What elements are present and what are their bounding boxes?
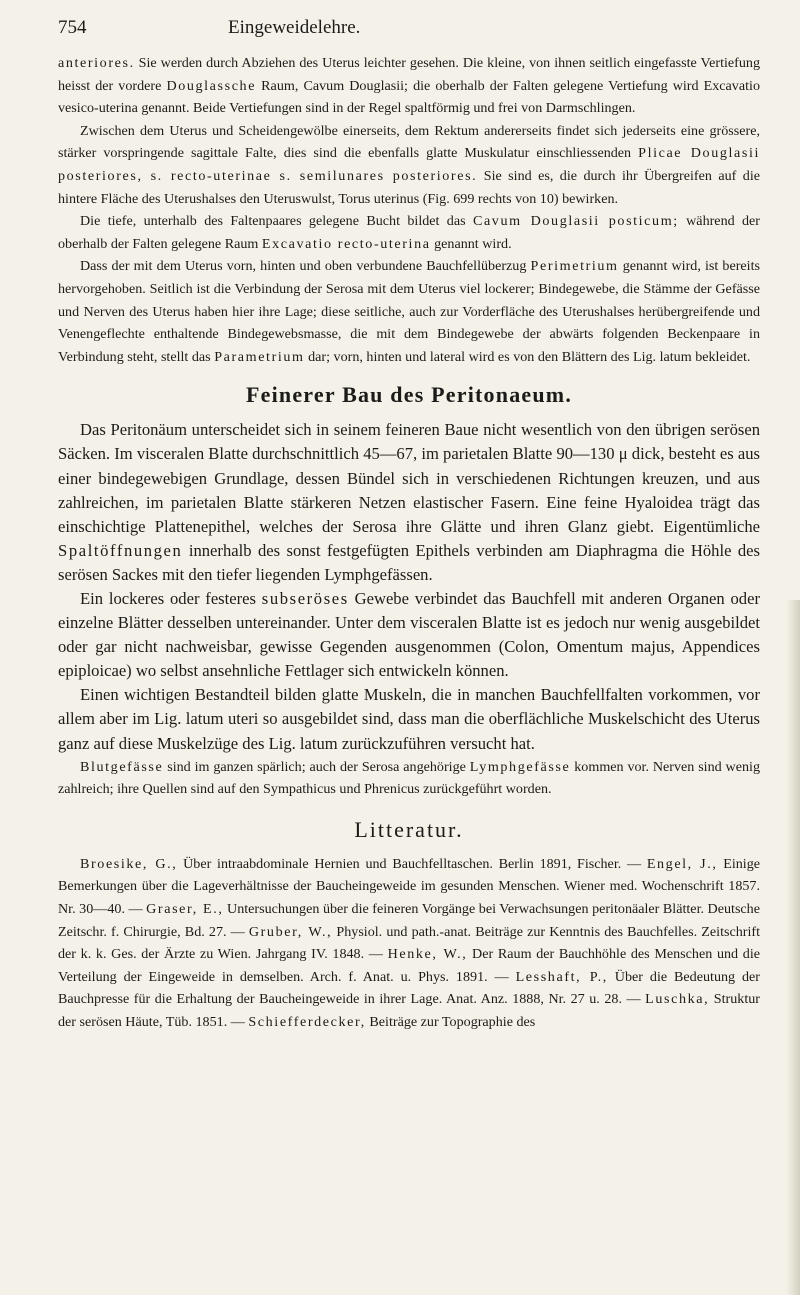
paragraph: Zwischen dem Uterus und Scheidengewölbe einerseits, dem Rektum andererseits findet sich jederseits eine grössere, stärker vorspringende sagittale Falte, dies sind die ebenfalls glatte Muskulatur einschliessenden Plicae Douglasii posteriores, s. recto-uterinae s. semilunares posteriores. Sie sind es, die durch ihr Übergreifen auf die hintere Fläche des Uterushalses den Uteruswulst, Torus uterinus (Fig. 699 rechts von 10) bewirken. [58, 122, 760, 207]
section-text-small [58, 756, 760, 801]
intro-text [58, 52, 760, 368]
running-title: Eingeweidelehre. [228, 17, 361, 38]
paragraph: Ein lockeres oder festeres subseröses Gewebe verbindet das Bauchfell mit anderen Organen oder einzelne Blätter desselben untereinander. Unter dem visceralen Blatte ist es jedoch nur wenig ausgebildet oder gar nicht nachweisbar, gewisse Gegenden ausgenommen (Colon, Omentum majus, Appendices epiploicae) wo selbst ansehnliche Fettlager sich entwickeln können. [58, 588, 760, 681]
section-heading: Feinerer Bau des Peritonaeum. [245, 382, 573, 408]
paragraph: Dass der mit dem Uterus vorn, hinten und oben verbundene Bauchfellüberzug Perimetrium genannt wird, ist bereits hervorgehoben. Seitlich ist die Verbindung der Serosa mit dem Uterus viel lockerer; Bindegewebe, die Stämme der Gefässe und Nerven des Uterus haben hier ihre Lage; diese seitliche, auch zur Vorderfläche des Uterushalses herübergreifende und Venengeflechte enthaltende Bindegewebsmasse, die mit dem Bindegewebe der abwärts folgenden Beckenpaare in Verbindung steht, stellt das Parametrium dar; vorn, hinten und lateral wird es von den Blättern des Lig. latum bekleidet. [58, 258, 760, 365]
paragraph: Blutgefässe sind im ganzen spärlich; auch der Serosa angehörige Lymphgefässe kommen vor. Nerven sind wenig zahlreich; ihre Quellen sind auf den Sympathicus und Phrenicus zurückgeführt worden. [58, 758, 760, 798]
literature-heading: Litteratur. [354, 816, 464, 842]
paragraph: anteriores. Sie werden durch Abziehen des Uterus leichter gesehen. Die kleine, von ihnen seitlich eingefasste Vertiefung heisst der vordere Douglassche Raum, Cavum Douglasii; die oberhalb der Falten gelegene Vertiefung wird Excavatio vesico-uterina genannt. Beide Vertiefungen sind in der Regel spaltförmig und frei von Darmschlingen. [58, 55, 760, 117]
paragraph: Einen wichtigen Bestandteil bilden glatte Muskeln, die in manchen Bauchfellfalten vorkommen, vor allem aber im Lig. latum uteri so ausgebildet sind, dass man die oberflächliche Muskelschicht des Uterus ganz auf diese Muskelzüge des Lig. latum zurückzuführen versucht hat. [58, 685, 760, 753]
page-number: 754 [58, 17, 87, 38]
book-page [58, 18, 760, 1278]
running-head [58, 18, 760, 52]
paragraph: Die tiefe, unterhalb des Faltenpaares gelegene Bucht bildet das Cavum Douglasii posticum; während der oberhalb der Falten gelegene Raum Excavatio recto-uterina genannt wird. [58, 213, 761, 252]
literature-list: Broesike, G., Über intraabdominale Hernien und Bauchfelltaschen. Berlin 1891, Fischer. — Engel, J., Einige Bemerkungen über die Lageverhältnisse der Baucheingeweide im gesunden Menschen. Wiener med. Wochenschrift 1857. Nr. 30—40. — Graser, E., Untersuchungen über die feineren Vorgänge bei Verwachsungen peritonäaler Blätter. Deutsche Zeitschr. f. Chirurgie, Bd. 27. — Gruber, W., Physiol. und path.-anat. Beiträge zur Kenntnis des Bauchfelles. Zeitschrift der k. k. Ges. der Ärzte zu Wien. Jahrgang IV. 1848. — Henke, W., Der Raum der Bauchhöhle des Menschen und die Verteilung der Eingeweide in demselben. Arch. f. Anat. u. Phys. 1891. — Lesshaft, P., Über die Bedeutung der Bauchpresse für die Erhaltung der Baucheingeweide in ihrer Lage. Anat. Anz. 1888, Nr. 27 u. 28. — Luschka, Struktur der serösen Häute, Tüb. 1851. — Schiefferdecker, Beiträge zur Topographie des [58, 855, 761, 1030]
paragraph: Das Peritonäum unterscheidet sich in seinem feineren Baue nicht wesentlich von den übrigen serösen Säcken. Im visceralen Blatte durchschnittlich 45—67, im parietalen Blatte 90—130 μ dick, besteht es aus einer bindegewebigen Grundlage, dessen Bündel sich in verschiedenen Richtungen kreuzen, und aus zahlreichen, im parietalen Blatte stärkeren Netzen elastischer Fasern. Eine feine Hyaloidea trägt das einschichtige Plattenepithel, welches der Serosa ihre Glätte und ihren Glanz giebt. Eigentümliche Spaltöffnungen innerhalb des sonst festgefügten Epithels verbinden am Diaphragma die Höhle des serösen Sackes mit den tiefer liegenden Lymphgefässen. [58, 420, 760, 584]
section-text [58, 418, 760, 755]
page-edge-shadow [786, 600, 800, 1295]
